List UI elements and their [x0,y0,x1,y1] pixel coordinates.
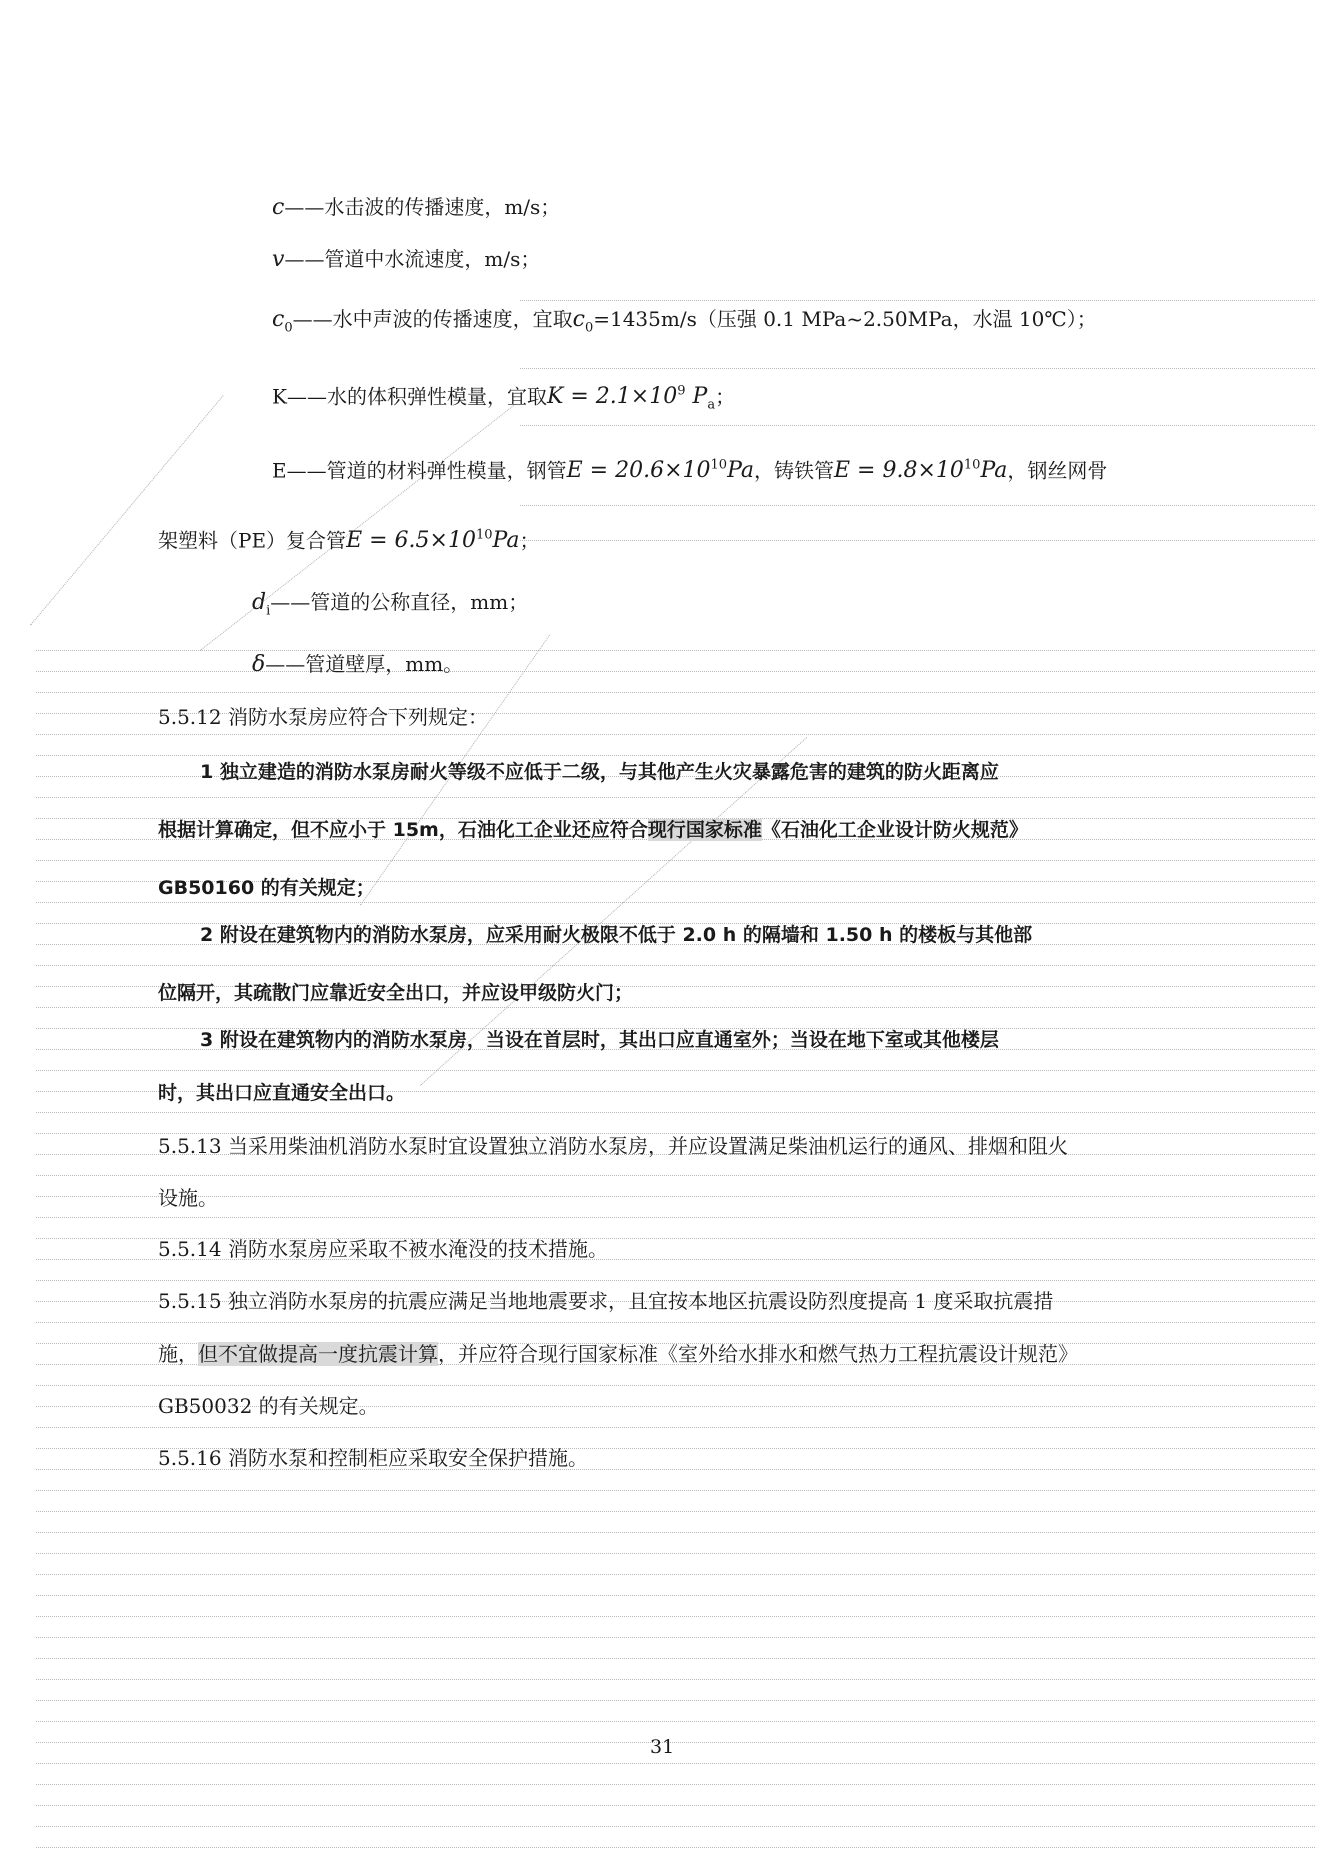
def-K [272,378,735,420]
def-E-mid: ，铸铁管 [754,458,834,483]
def-delta-text: ——管道壁厚，mm。 [265,652,464,676]
clause-5-5-12-heading: 5.5.12 消防水泵房应符合下列规定： [158,705,488,729]
clause-5-5-12-item3-line1: 3 附设在建筑物内的消防水泵房，当设在首层时，其出口应直通室外；当设在地下室或其他楼层 [200,1029,999,1051]
clause-5-5-12-item3-line2: 时，其出口应直通安全出口。 [158,1082,406,1104]
dotted-rule-line [520,368,1315,369]
def-c0-text-b: =1435m/s（压强 0.1 MPa~2.50MPa，水温 10℃）； [593,307,1097,331]
dotted-rule-line [36,1679,1315,1680]
symbol-di: $d_i$ [252,590,271,619]
def-di [252,588,528,625]
clause-5-5-12-item2-line2: 位隔开，其疏散门应靠近安全出口，并应设甲级防火门； [158,982,634,1004]
formula-E-steel: $E = 20.6\times 10^{10}Pa$ [566,458,754,484]
dotted-rule-line [36,1595,1315,1596]
clause-5-5-14: 5.5.14 消防水泵房应采取不被水淹没的技术措施。 [158,1237,608,1261]
dotted-rule-line [36,1826,1315,1827]
dotted-rule-line [36,671,1315,672]
dotted-diagonal [30,395,224,625]
clause-5-5-12-item1-line2: 根据计算确定，但不应小于 15m，石油化工企业还应符合现行国家标准《石油化工企业设计防火规范》 [158,819,1028,841]
clause-5-5-15-line1: 5.5.15 独立消防水泵房的抗震应满足当地地震要求，且宜按本地区抗震设防烈度提高 1 度采取抗震措 [158,1289,1054,1313]
dotted-rule-line [36,902,1315,903]
dotted-rule-line [36,1511,1315,1512]
formula-E-pe: $E = 6.5\times 10^{10}Pa$ [346,528,520,554]
dotted-rule-line [36,1784,1315,1785]
def-c-text: ——水击波的传播速度，m/s； [284,195,561,219]
dotted-rule-line [36,1007,1315,1008]
dotted-rule-line [36,1700,1315,1701]
dotted-rule-line [36,1196,1315,1197]
formula-K: $K = 2.1\times 10^9$ $P_a$ [546,384,716,413]
dotted-rule-line [36,734,1315,735]
highlight-mark: 现行国家标准 [647,819,762,841]
def-c [272,193,560,222]
clause-5-5-13-line1: 5.5.13 当采用柴油机消防水泵时宜设置独立消防水泵房，并应设置满足柴油机运行的通风、排烟和阻火 [158,1134,1068,1158]
clause-5-5-12-item1-line3: GB50160 的有关规定； [158,877,375,899]
def-K-text: ——水的体积弹性模量，宜取 [286,384,547,409]
dotted-rule-line [36,1070,1315,1071]
highlight-mark: 但不宜做提高一度抗震计算 [198,1342,438,1366]
dotted-rule-line [36,1637,1315,1638]
dotted-rule-line [36,1553,1315,1554]
dotted-rule-line [36,1616,1315,1617]
clause-5-5-15-line3: GB50032 的有关规定。 [158,1394,379,1418]
def-v [272,245,540,274]
dotted-rule-line [520,425,1315,426]
dotted-rule-line [36,692,1315,693]
dotted-rule-line [36,1721,1315,1722]
formula-E-iron: $E = 9.8\times 10^{10}Pa$ [834,458,1008,484]
page-number: 31 [650,1736,675,1758]
dotted-rule-line [36,1322,1315,1323]
def-E-line2-end: ； [519,528,540,553]
symbol-delta: δ [252,652,266,677]
dotted-rule-line [36,1112,1315,1113]
def-E-tail: ，钢丝网骨 [1007,458,1108,483]
symbol-c0-inline: $c_0$ [572,307,594,336]
dotted-rule-line [520,300,1315,301]
dotted-rule-line [36,1532,1315,1533]
dotted-rule-line [36,1574,1315,1575]
dotted-rule-line [36,1805,1315,1806]
label-E: E [272,458,287,483]
def-c0 [272,305,1097,342]
def-K-end: ； [715,384,736,409]
symbol-c0: $c_0$ [272,307,293,336]
clause-5-5-12-item1-line1: 1 独立建造的消防水泵房耐火等级不应低于二级，与其他产生火灾暴露危害的建筑的防火距离应 [200,761,999,783]
dotted-rule-line [36,797,1315,798]
dotted-rule-line [36,1658,1315,1659]
dotted-rule-line [36,650,1315,651]
dotted-rule-line [36,965,1315,966]
clause-5-5-16: 5.5.16 消防水泵和控制柜应采取安全保护措施。 [158,1446,588,1470]
label-K: K [272,384,287,409]
def-E-line2 [158,522,539,555]
dotted-rule-line [36,1763,1315,1764]
clause-5-5-13-line2: 设施。 [158,1186,218,1210]
def-E-text: ——管道的材料弹性模量，钢管 [286,458,567,483]
dotted-rule-line [520,540,1315,541]
dotted-rule-line [36,860,1315,861]
def-v-text: ——管道中水流速度，m/s； [284,247,541,271]
dotted-rule-line [36,1280,1315,1281]
dotted-rule-line [36,755,1315,756]
clause-5-5-15-line2: 施，但不宜做提高一度抗震计算，并应符合现行国家标准《室外给水排水和燃气热力工程抗震设计规范》 [158,1342,1078,1366]
symbol-c: c [272,195,285,220]
def-E-line2-text: 架塑料（PE）复合管 [158,528,347,553]
dotted-rule-line [36,1175,1315,1176]
def-c0-text-a: ——水中声波的传播速度，宜取 [292,307,573,331]
def-di-text: ——管道的公称直径，mm； [270,590,529,614]
dotted-rule-line [36,1742,1315,1743]
dotted-rule-line [520,505,1315,506]
dotted-rule-line [36,1385,1315,1386]
symbol-v: v [272,247,285,272]
dotted-rule-line [36,1427,1315,1428]
clause-5-5-12-item2-line1: 2 附设在建筑物内的消防水泵房，应采用耐火极限不低于 2.0 h 的隔墙和 1.50 h 的楼板与其他部 [200,924,1033,946]
dotted-rule-line [36,1490,1315,1491]
def-delta [252,650,463,679]
dotted-rule-line [36,1217,1315,1218]
def-E-line1 [272,452,1107,485]
dotted-rule-line [36,1847,1315,1848]
